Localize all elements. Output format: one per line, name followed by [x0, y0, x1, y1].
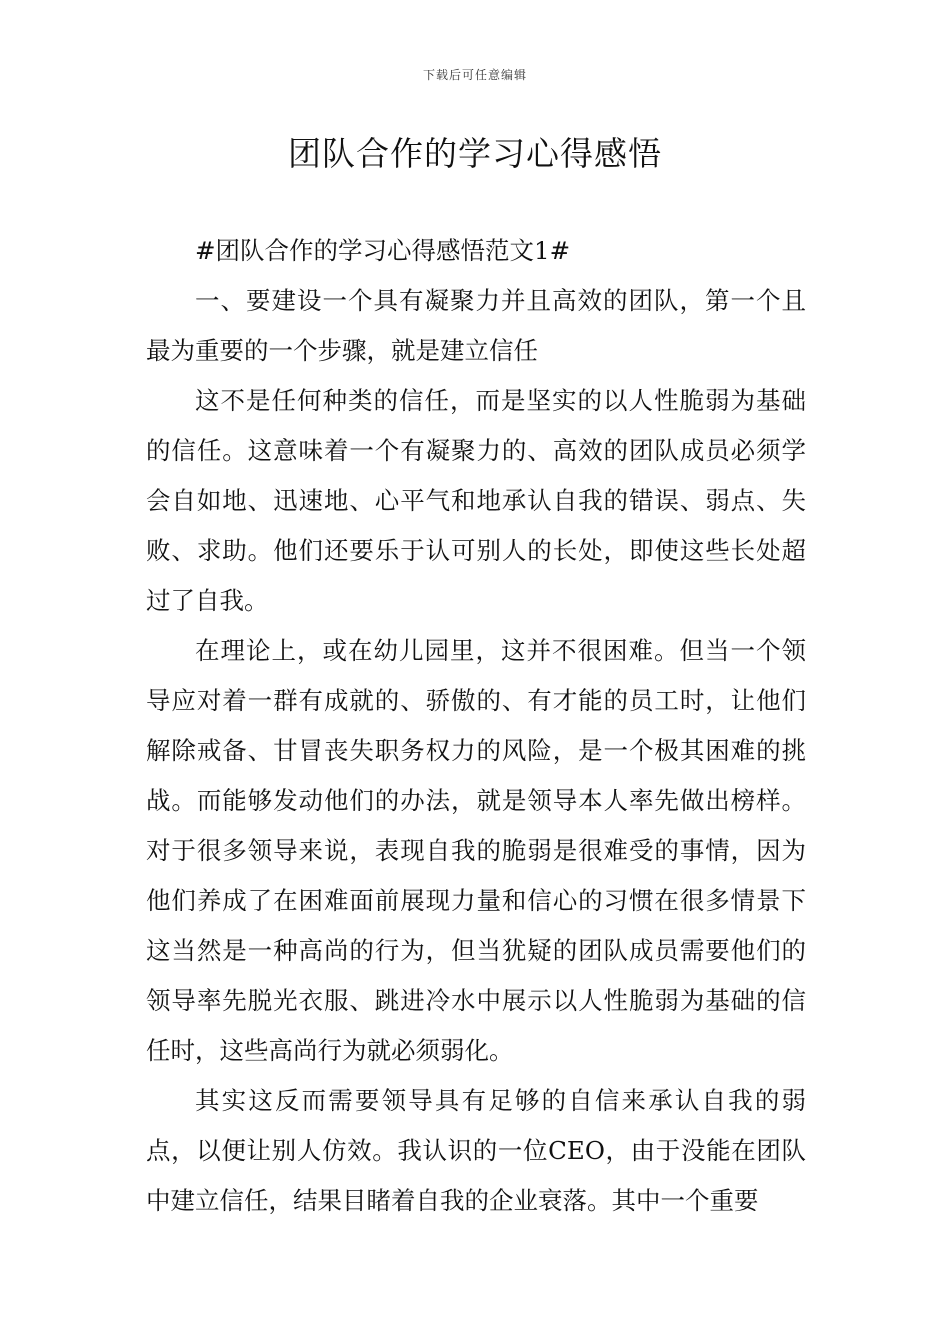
document-body: [146, 226, 806, 1226]
paragraph: 在理论上，或在幼儿园里，这并不很困难。但当一个领导应对着一群有成就的、骄傲的、有才能的员工时，让他们解除戒备、甘冒丧失职务权力的风险，是一个极其困难的挑战。而能够发动他们的办法，就是领导本人率先做出榜样。对于很多领导来说，表现自我的脆弱是很难受的事情，因为他们养成了在困难面前展现力量和信心的习惯在很多情景下这当然是一种高尚的行为，但当犹疑的团队成员需要他们的领导率先脱光衣服、跳进冷水中展示以人性脆弱为基础的信任时，这些高尚行为就必须弱化。: [146, 636, 806, 1065]
paragraph: 其实这反而需要领导具有足够的自信来承认自我的弱点，以便让别人仿效。我认识的一位CEO，由于没能在团队中建立信任，结果目睹着自我的企业衰落。其中一个重要: [146, 1086, 806, 1215]
paragraph: 这不是任何种类的信任，而是坚实的以人性脆弱为基础的信任。这意味着一个有凝聚力的、高效的团队成员必须学会自如地、迅速地、心平气和地承认自我的错误、弱点、失败、求助。他们还要乐于认可别人的长处，即使这些长处超过了自我。: [146, 386, 806, 615]
document-title: 团队合作的学习心得感悟: [288, 134, 662, 173]
section-heading: #团队合作的学习心得感悟范文1#: [195, 236, 571, 265]
header-note: 下载后可任意编辑: [422, 68, 527, 82]
paragraph: 一、要建设一个具有凝聚力并且高效的团队，第一个且最为重要的一个步骤，就是建立信任: [146, 286, 806, 365]
